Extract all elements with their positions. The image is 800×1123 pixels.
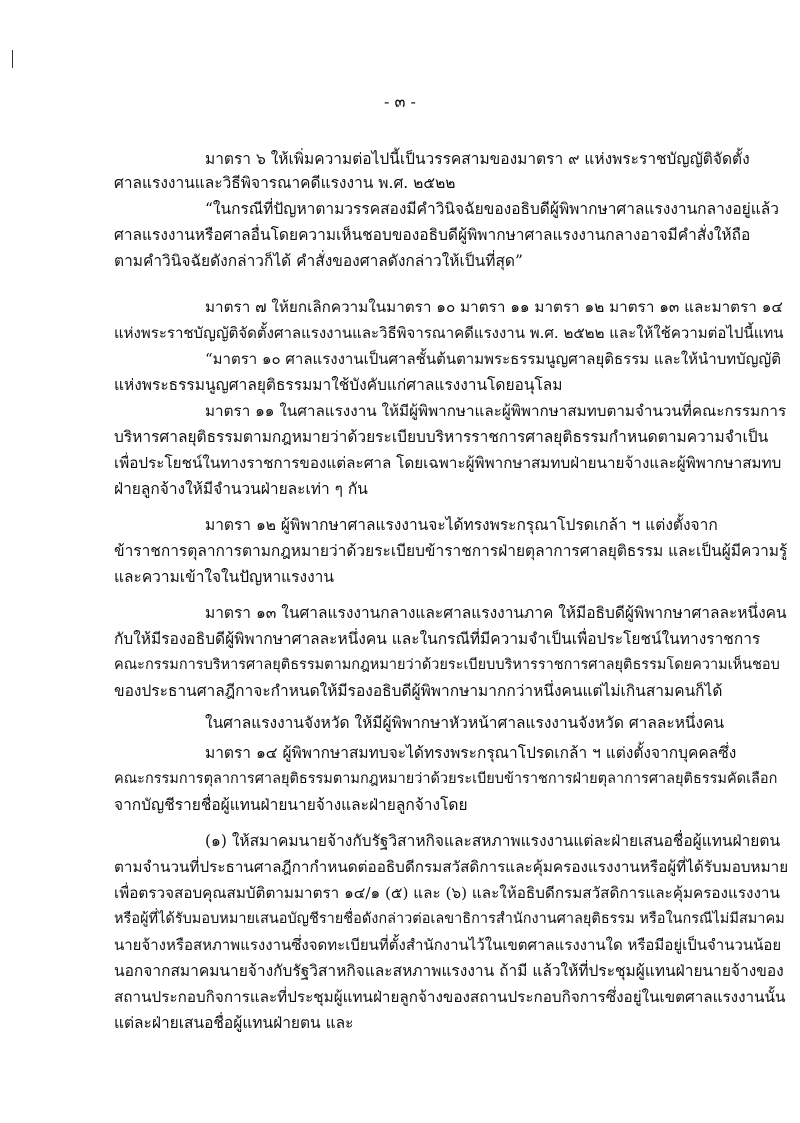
text-line: เพื่อตรวจสอบคุณสมบัติตามมาตรา ๑๔/๑ (๕) และ (๖) และให้อธิบดีกรมสวัสดิการและคุ้มครองแรงงาน — [114, 884, 780, 902]
text-line: ฝ่ายลูกจ้างให้มีจำนวนฝ่ายละเท่า ๆ กัน — [114, 480, 368, 498]
text-line: คณะกรรมการบริหารศาลยุติธรรมตามกฎหมายว่าด้วยระเบียบบริหารราชการศาลยุติธรรมโดยความเห็นชอบ — [114, 657, 780, 673]
text-line: “มาตรา ๑๐ ศาลแรงงานเป็นศาลชั้นต้นตามพระธรรมนูญศาลยุติธรรม และให้นำบทบัญญัติ — [205, 350, 781, 368]
text-line: สถานประกอบกิจการและที่ประชุมผู้แทนฝ่ายลูกจ้างของสถานประกอบกิจการซึ่งอยู่ในเขตศาลแรงงานนั้น — [114, 988, 786, 1006]
text-line: นอกจากสมาคมนายจ้างกับรัฐวิสาหกิจและสหภาพแรงงาน ถ้ามี แล้วให้ที่ประชุมผู้แทนฝ่ายนายจ้างของ — [114, 962, 784, 980]
text-line: ตามคำวินิจฉัยดังกล่าวก็ได้ คำสั่งของศาลดังกล่าวให้เป็นที่สุด” — [114, 252, 523, 270]
text-line: บริหารศาลยุติธรรมตามกฎหมายว่าด้วยระเบียบบริหารราชการศาลยุติธรรมกำหนดตามความจำเป็น — [114, 428, 769, 446]
text-line: มาตรา ๑๑ ในศาลแรงงาน ให้มีผู้พิพากษาและผู้พิพากษาสมทบตามจำนวนที่คณะกรรมการ — [205, 402, 787, 420]
text-line: แต่ละฝ่ายเสนอชื่อผู้แทนฝ่ายตน และ — [114, 1014, 354, 1032]
text-line: แห่งพระธรรมนูญศาลยุติธรรมมาใช้บังคับแก่ศาลแรงงานโดยอนุโลม — [114, 376, 563, 394]
text-line: จากบัญชีรายชื่อผู้แทนฝ่ายนายจ้างและฝ่ายลูกจ้างโดย — [114, 796, 468, 814]
text-line: มาตรา ๑๓ ในศาลแรงงานกลางและศาลแรงงานภาค ให้มีอธิบดีผู้พิพากษาศาลละหนึ่งคน — [205, 604, 787, 622]
text-line: มาตรา ๗ ให้ยกเลิกความในมาตรา ๑๐ มาตรา ๑๑ มาตรา ๑๒ มาตรา ๑๓ และมาตรา ๑๔ — [205, 298, 783, 316]
text-line: มาตรา ๖ ให้เพิ่มความต่อไปนี้เป็นวรรคสามของมาตรา ๙ แห่งพระราชบัญญัติจัดตั้ง — [205, 150, 750, 168]
page-number: - ๓ - — [384, 92, 416, 111]
scan-mark — [12, 50, 13, 68]
text-line: แห่งพระราชบัญญัติจัดตั้งศาลแรงงานและวิธีพิจารณาคดีแรงงาน พ.ศ. ๒๕๒๒ และให้ใช้ความต่อไปนี้แทน — [114, 324, 784, 342]
text-line: ในศาลแรงงานจังหวัด ให้มีผู้พิพากษาหัวหน้าศาลแรงงานจังหวัด ศาลละหนึ่งคน — [205, 714, 725, 732]
text-line: ศาลแรงงานและวิธีพิจารณาคดีแรงงาน พ.ศ. ๒๕๒๒ — [114, 174, 456, 192]
text-line: คณะกรรมการตุลาการศาลยุติธรรมตามกฎหมายว่าด้วยระเบียบข้าราชการฝ่ายตุลาการศาลยุติธรรมคัดเลือก — [114, 771, 778, 787]
text-line: นายจ้างหรือสหภาพแรงงานซึ่งจดทะเบียนที่ตั้งสำนักงานไว้ในเขตศาลแรงงานใด หรือมีอยู่เป็นจำนวนน้อย — [114, 936, 782, 954]
text-line: มาตรา ๑๒ ผู้พิพากษาศาลแรงงานจะได้ทรงพระกรุณาโปรดเกล้า ฯ แต่งตั้งจาก — [205, 516, 718, 534]
text-line: ข้าราชการตุลาการตามกฎหมายว่าด้วยระเบียบข้าราชการฝ่ายตุลาการศาลยุติธรรม และเป็นผู้มีความรู้ — [114, 542, 788, 560]
text-line: (๑) ให้สมาคมนายจ้างกับรัฐวิสาหกิจและสหภาพแรงงานแต่ละฝ่ายเสนอชื่อผู้แทนฝ่ายตน — [205, 832, 781, 850]
text-line: กับให้มีรองอธิบดีผู้พิพากษาศาลละหนึ่งคน และในกรณีที่มีความจำเป็นเพื่อประโยชน์ในทางราชการ — [114, 630, 761, 648]
text-line: ของประธานศาลฎีกาจะกำหนดให้มีรองอธิบดีผู้พิพากษามากกว่าหนึ่งคนแต่ไม่เกินสามคนก็ได้ — [114, 682, 723, 700]
text-line: มาตรา ๑๔ ผู้พิพากษาสมทบจะได้ทรงพระกรุณาโปรดเกล้า ฯ แต่งตั้งจากบุคคลซึ่ง — [205, 744, 737, 762]
text-line: ศาลแรงงานหรือศาลอื่นโดยความเห็นชอบของอธิบดีผู้พิพากษาศาลแรงงานกลางอาจมีคำสั่งให้ถือ — [114, 226, 751, 244]
text-line: เพื่อประโยชน์ในทางราชการของแต่ละศาล โดยเฉพาะผู้พิพากษาสมทบฝ่ายนายจ้างและผู้พิพากษาสมทบ — [114, 454, 782, 472]
text-line: “ในกรณีที่ปัญหาตามวรรคสองมีคำวินิจฉัยของอธิบดีผู้พิพากษาศาลแรงงานกลางอยู่แล้ว — [205, 200, 779, 218]
text-line: ตามจำนวนที่ประธานศาลฎีกากำหนดต่ออธิบดีกรมสวัสดิการและคุ้มครองแรงงานหรือผู้ที่ได้รับมอบหมาย — [114, 858, 789, 876]
text-line: และความเข้าใจในปัญหาแรงงาน — [114, 568, 334, 586]
text-line: หรือผู้ที่ได้รับมอบหมายเสนอบัญชีรายชื่อดังกล่าวต่อเลขาธิการสำนักงานศาลยุติธรรม หรือในกรณีไม่มีสมาคม — [114, 911, 785, 927]
